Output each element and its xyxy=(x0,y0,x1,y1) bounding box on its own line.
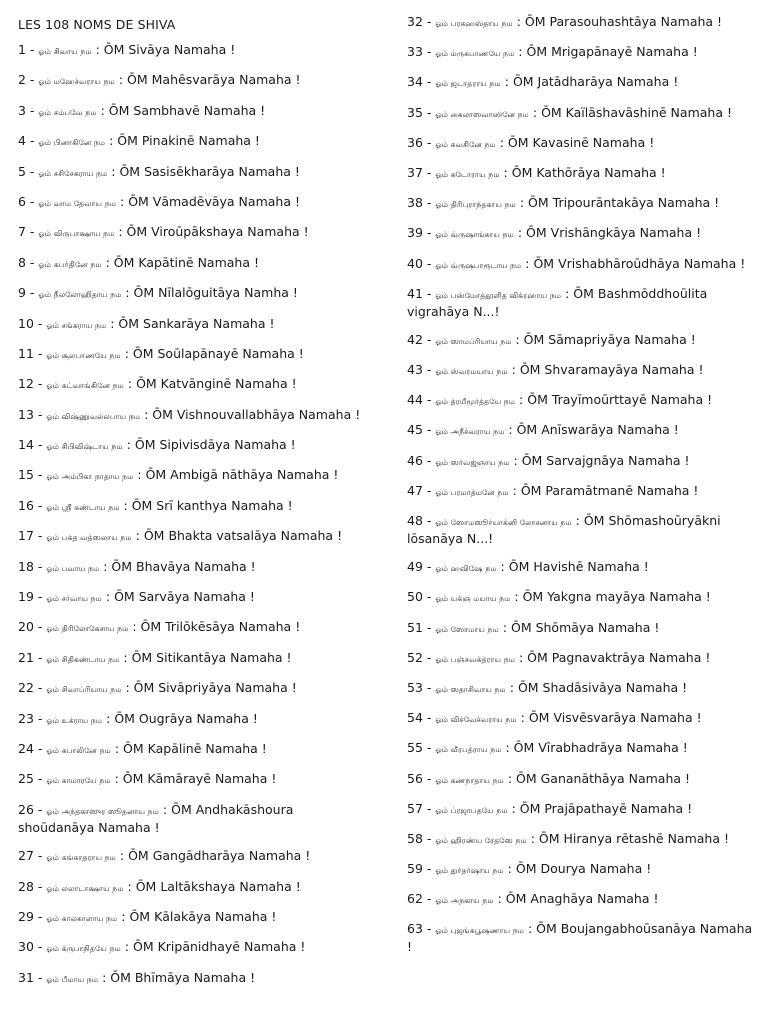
entry-tamil-text: ஓம் சிவாய நம xyxy=(38,47,92,56)
entry-transliteration: : ŌM Sitikantāya Namaha ! xyxy=(123,649,292,665)
name-entry xyxy=(407,891,755,909)
entry-tamil-text: ஓம் ஹவிஷே நம xyxy=(435,564,497,574)
name-entry xyxy=(18,467,370,485)
entry-transliteration: : ŌM Kālakāya Namaha ! xyxy=(121,908,277,924)
entry-transliteration: : ŌM Shōmashoūryākni lōsanāya N...! xyxy=(407,513,721,546)
entry-number: 48 - xyxy=(407,513,436,528)
entry-transliteration: : ŌM Katvānginē Namaha ! xyxy=(127,376,297,392)
entry-number: 9 - xyxy=(18,285,39,301)
entry-transliteration: : ŌM Sāmapriyāya Namaha ! xyxy=(515,331,696,347)
entry-transliteration: : ŌM Sivāya Namaha ! xyxy=(95,42,236,57)
name-entry xyxy=(407,135,755,153)
entry-tamil-text: ஓம் பஞ்சவக்த்ராய நம xyxy=(435,654,515,664)
entry-number: 14 - xyxy=(18,437,47,453)
entry-number: 50 - xyxy=(407,589,436,605)
entry-number: 53 - xyxy=(407,679,436,695)
name-entry xyxy=(407,286,755,320)
entry-tamil-text: ஓம் அநகாய நம xyxy=(435,896,494,906)
name-entry xyxy=(18,771,370,789)
entry-transliteration: : ŌM Gananāthāya Namaha ! xyxy=(507,770,691,786)
entry-transliteration: : ŌM Anīswarāya Namaha ! xyxy=(508,422,679,438)
entry-transliteration: : ŌM Sankarāya Namaha ! xyxy=(110,315,275,331)
name-entry xyxy=(407,740,755,758)
entry-number: 29 - xyxy=(18,908,47,924)
entry-number: 23 - xyxy=(18,710,47,726)
entry-tamil-text: ஓம் ஸ்ரீ கண்டாய நம xyxy=(46,502,120,512)
entry-number: 5 - xyxy=(18,163,39,179)
entry-transliteration: : ŌM Nīlalōguitāya Namha ! xyxy=(125,285,298,301)
entry-transliteration: : ŌM Viroūpākshaya Namaha ! xyxy=(118,224,309,240)
entry-number: 28 - xyxy=(18,878,47,894)
entry-tamil-text: ஓம் வ்ருஷாங்காய நம xyxy=(435,230,514,240)
entry-tamil-text: ஓம் வ்ருஷபாரூடாய நம xyxy=(435,260,522,270)
document-title: LES 108 NOMS DE SHIVA xyxy=(18,17,176,32)
entry-number: 27 - xyxy=(18,848,47,864)
entry-number: 33 - xyxy=(407,44,436,60)
entry-number: 24 - xyxy=(18,740,47,756)
name-entry xyxy=(18,72,370,90)
name-entry xyxy=(407,14,755,32)
entry-transliteration: : ŌM Sasisēkharāya Namaha ! xyxy=(111,163,300,179)
entry-tamil-text: ஓம் சிதிகண்டாய நம xyxy=(46,654,120,664)
entry-tamil-text: ஓம் உக்ராய நம xyxy=(46,715,103,725)
entry-number: 47 - xyxy=(407,482,436,498)
entry-number: 15 - xyxy=(18,467,47,483)
name-entry xyxy=(18,376,370,394)
entry-transliteration: : ŌM Bhavāya Namaha ! xyxy=(103,558,256,574)
entry-number: 11 - xyxy=(18,345,47,361)
entry-number: 6 - xyxy=(18,193,39,209)
entry-number: 38 - xyxy=(407,195,436,211)
entry-number: 45 - xyxy=(407,422,436,438)
entry-number: 3 - xyxy=(18,102,39,118)
entry-number: 57 - xyxy=(407,800,436,816)
entry-transliteration: : ŌM Boujangabhoūsanāya Namaha ! xyxy=(407,921,753,955)
entry-number: 46 - xyxy=(407,452,436,468)
entry-transliteration: : ŌM Parasouhashtāya Namaha ! xyxy=(516,14,723,29)
entry-tamil-text: ஓம் ஸோமாய நம xyxy=(435,624,499,634)
entry-number: 59 - xyxy=(407,861,436,877)
entry-transliteration: : ŌM Kapātinē Namaha ! xyxy=(105,254,259,270)
name-entry xyxy=(407,801,755,819)
name-entry xyxy=(18,164,370,182)
name-entry xyxy=(18,285,370,303)
left-column xyxy=(18,14,370,1000)
entry-transliteration: : ŌM Andhakāshoura shoūdanāya Namaha ! xyxy=(18,801,294,835)
entry-number: 17 - xyxy=(18,528,47,544)
name-entry xyxy=(18,528,370,546)
name-entry xyxy=(18,498,370,516)
name-entry xyxy=(407,74,755,92)
entry-transliteration: : ŌM Kavasinē Namaha ! xyxy=(499,134,655,150)
entry-tamil-text: ஓம் புஜங்கபூஷணாய நம xyxy=(435,926,524,936)
entry-transliteration: : ŌM Sarvajgnāya Namaha ! xyxy=(513,452,690,468)
entry-tamil-text: ஓம் பீமாய நம xyxy=(46,974,99,984)
name-entry xyxy=(18,939,370,957)
entry-number: 10 - xyxy=(18,315,47,331)
entry-transliteration: : ŌM Vrishāngkāya Namaha ! xyxy=(517,225,702,241)
name-entry xyxy=(407,861,755,879)
name-entry xyxy=(407,105,755,123)
entry-transliteration: : ŌM Kāmārayē Namaha ! xyxy=(114,771,277,787)
entry-transliteration: : ŌM Tripourāntakāya Namaha ! xyxy=(519,195,720,211)
name-entry xyxy=(18,711,370,729)
entry-tamil-text: ஓம் கணநாதாய நம xyxy=(435,775,504,785)
entry-tamil-text: ஓம் கபாலினே நம xyxy=(46,745,111,755)
entry-transliteration: : ŌM Gangādharāya Namaha ! xyxy=(119,848,311,864)
entry-number: 44 - xyxy=(407,392,436,408)
entry-number: 31 - xyxy=(18,969,47,985)
entry-number: 8 - xyxy=(18,254,39,270)
name-entry xyxy=(18,970,370,988)
entry-tamil-text: ஓம் கவசினே நம xyxy=(435,139,496,149)
entry-number: 12 - xyxy=(18,376,47,392)
entry-transliteration: : ŌM Bhakta vatsalāya Namaha ! xyxy=(135,528,343,544)
entry-tamil-text: ஓம் த்ரயீமூர்த்தயே நம xyxy=(435,397,516,407)
entry-number: 62 - xyxy=(407,891,436,907)
entry-transliteration: : ŌM Jatādharāya Namaha ! xyxy=(504,74,679,90)
entry-tamil-text: ஓம் ஸர்வஜ்ஞாய நம xyxy=(435,457,510,467)
entry-number: 20 - xyxy=(18,619,47,635)
name-entry xyxy=(18,133,370,151)
name-entry xyxy=(407,483,755,501)
entry-tamil-text: ஓம் அநீச்வராய நம xyxy=(435,427,505,437)
entry-tamil-text: ஓம் மஹேச்வராய நம xyxy=(38,77,115,87)
entry-transliteration: : ŌM Kapālinē Namaha ! xyxy=(114,740,267,756)
name-entry xyxy=(407,559,755,577)
entry-transliteration: : ŌM Mrigapānayē Namaha ! xyxy=(518,44,698,60)
entry-tamil-text: ஓம் காலகாளாய நம xyxy=(46,913,118,923)
name-entry xyxy=(407,362,755,380)
entry-transliteration: : ŌM Shōmāya Namaha ! xyxy=(502,619,660,635)
entry-number: 54 - xyxy=(407,710,436,726)
entry-number: 34 - xyxy=(407,74,436,90)
entry-transliteration: : ŌM Vishnouvallabhāya Namaha ! xyxy=(144,406,361,422)
entry-transliteration: : ŌM Havishē Namaha ! xyxy=(500,559,649,575)
name-entry xyxy=(407,650,755,668)
entry-tamil-text: ஓம் விச்வேச்வராய நம xyxy=(435,715,517,725)
entry-transliteration: : ŌM Pagnavaktrāya Namaha ! xyxy=(518,649,711,665)
entry-number: 51 - xyxy=(407,619,436,635)
entry-tamil-text: ஓம் ஸாமப்ரியாய நம xyxy=(435,336,512,346)
entry-transliteration: : ŌM Ambigā nāthāya Namaha ! xyxy=(137,467,339,483)
entry-tamil-text: ஓம் வாம தேவாய நம xyxy=(38,198,117,208)
entry-transliteration: : ŌM Sipivisdāya Namaha ! xyxy=(126,437,296,453)
entry-transliteration: : ŌM Vrishabhāroūdhāya Namaha ! xyxy=(525,255,746,271)
entry-number: 19 - xyxy=(18,589,47,605)
entry-transliteration: : ŌM Anaghāya Namaha ! xyxy=(497,891,659,907)
name-entry xyxy=(18,650,370,668)
entry-tamil-text: ஓம் கங்காதராய நம xyxy=(46,853,116,863)
entry-tamil-text: ஓம் க்ருபாநிதயே நம xyxy=(46,944,121,954)
name-entry xyxy=(18,879,370,897)
entry-transliteration: : ŌM Hiranya rētashē Namaha ! xyxy=(530,830,729,846)
entry-tamil-text: ஓம் சங்கராய நம xyxy=(46,320,107,330)
entry-number: 1 - xyxy=(18,42,39,57)
entry-number: 22 - xyxy=(18,680,47,696)
entry-transliteration: : ŌM Srī kanthya Namaha ! xyxy=(123,497,293,513)
entry-number: 13 - xyxy=(18,406,47,422)
entry-tamil-text: ஓம் ஜடாதராய நம xyxy=(435,79,501,89)
entry-number: 49 - xyxy=(407,559,436,575)
entry-tamil-text: ஓம் கடோராய நம xyxy=(435,169,500,179)
name-entry xyxy=(18,589,370,607)
entry-transliteration: : ŌM Soūlapānayē Namaha ! xyxy=(124,345,304,361)
entry-transliteration: : ŌM Kaïlāshavāshinē Namaha ! xyxy=(532,104,732,120)
name-entry xyxy=(407,513,755,547)
entry-tamil-text: ஓம் துர்தர்ஷாய நம xyxy=(435,866,504,876)
entry-transliteration: : ŌM Sivāpriyāya Namaha ! xyxy=(125,680,297,696)
entry-transliteration: : ŌM Ougrāya Namaha ! xyxy=(106,710,258,726)
entry-number: 55 - xyxy=(407,740,436,756)
name-entry xyxy=(18,224,370,242)
name-entry xyxy=(18,194,370,212)
name-entry xyxy=(18,680,370,698)
name-entry xyxy=(18,103,370,121)
name-entry xyxy=(18,741,370,759)
entry-tamil-text: ஓம் ப்ரஜாபதயே நம xyxy=(435,805,508,815)
entry-tamil-text: ஓம் திரிபுராந்தகாய நம xyxy=(435,200,516,210)
entry-tamil-text: ஓம் பக்த வத்ஸலாய நம xyxy=(46,533,132,543)
entry-number: 26 - xyxy=(18,801,47,817)
name-entry xyxy=(18,802,370,836)
entry-tamil-text: ஓம் சர்வாய நம xyxy=(46,594,102,604)
name-entry xyxy=(18,255,370,273)
entry-tamil-text: ஓம் சசிசேகராய நம xyxy=(38,168,108,178)
entry-tamil-text: ஓம் சிபிவிஷ்டாய நம xyxy=(46,442,123,452)
name-entry xyxy=(18,42,370,60)
entry-transliteration: : ŌM Kripānidhayē Namaha ! xyxy=(124,939,306,955)
name-entry xyxy=(18,909,370,927)
entry-tamil-text: ஓம் ஸதாசிவாய நம xyxy=(435,684,506,694)
entry-tamil-text: ஓம் கைலாஸவாஸினே நம xyxy=(435,109,529,119)
entry-number: 16 - xyxy=(18,497,47,513)
entry-transliteration: : ŌM Trilōkēsāya Namaha ! xyxy=(132,619,301,635)
entry-number: 18 - xyxy=(18,558,47,574)
entry-number: 39 - xyxy=(407,225,436,241)
name-entry xyxy=(407,771,755,789)
entry-tamil-text: ஓம் சிவாப்ரியாய நம xyxy=(46,685,122,695)
entry-number: 40 - xyxy=(407,255,436,271)
name-entry xyxy=(407,680,755,698)
name-entry xyxy=(18,559,370,577)
name-entry xyxy=(407,422,755,440)
name-entry xyxy=(407,256,755,274)
entry-number: 56 - xyxy=(407,770,436,786)
entry-tamil-text: ஓம் கபர்தினே நம xyxy=(38,259,102,269)
entry-tamil-text: ஓம் லலாடாக்ஷாய நம xyxy=(46,883,124,893)
entry-number: 7 - xyxy=(18,224,39,240)
entry-tamil-text: ஓம் காமாரயே நம xyxy=(46,776,111,786)
name-entry xyxy=(407,392,755,410)
entry-tamil-text: ஓம் ம்ருகபாணயே நம xyxy=(435,49,515,59)
entry-tamil-text: ஓம் விருபாக்ஷாய நம xyxy=(38,229,115,239)
entry-tamil-text: ஓம் பரசுஹஸ்தாய நம xyxy=(435,19,513,28)
name-entry xyxy=(407,332,755,350)
entry-transliteration: : ŌM Visvēsvarāya Namaha ! xyxy=(520,710,702,726)
name-entry xyxy=(407,589,755,607)
entry-number: 36 - xyxy=(407,134,436,150)
entry-transliteration: : ŌM Yakgna mayāya Namaha ! xyxy=(514,589,711,605)
entry-transliteration: : ŌM Shvaramayāya Namaha ! xyxy=(511,362,704,378)
entry-transliteration: : ŌM Prajāpathayē Namaha ! xyxy=(511,800,693,816)
entry-transliteration: : ŌM Pinakinē Namaha ! xyxy=(109,133,260,149)
name-entry xyxy=(18,619,370,637)
name-entry xyxy=(407,710,755,728)
entry-transliteration: : ŌM Vāmadēvāya Namaha ! xyxy=(120,193,300,209)
entry-number: 32 - xyxy=(407,14,436,29)
entry-number: 58 - xyxy=(407,830,436,846)
entry-transliteration: : ŌM Kathōrāya Namaha ! xyxy=(503,164,666,180)
entry-tamil-text: ஓம் பரமாத்மனே நம xyxy=(435,487,509,497)
entry-transliteration: : ŌM Bashmōddhoūlita vigrahāya N...! xyxy=(407,285,708,319)
entry-transliteration: : ŌM Trayīmoūrttayē Namaha ! xyxy=(519,392,713,408)
name-entry xyxy=(407,831,755,849)
entry-transliteration: : ŌM Sambhavē Namaha ! xyxy=(100,102,266,118)
name-entry xyxy=(18,346,370,364)
entry-tamil-text: ஓம் பினாகினே நம xyxy=(38,138,106,148)
entry-transliteration: : ŌM Bhīmāya Namaha ! xyxy=(102,969,256,985)
entry-number: 30 - xyxy=(18,939,47,955)
entry-number: 41 - xyxy=(407,285,436,301)
entry-transliteration: : ŌM Paramātmanē Namaha ! xyxy=(512,482,699,498)
entry-tamil-text: ஓம் ஸ்வரமயாய நம xyxy=(435,367,508,377)
entry-tamil-text: ஓம் அம்பிகா நாதாய நம xyxy=(46,472,134,482)
name-entry xyxy=(407,921,755,955)
entry-tamil-text: ஓம் ஸோமஸூர்யாக்னி லோசனாய நம xyxy=(435,518,572,527)
name-entry xyxy=(407,225,755,243)
name-entry xyxy=(18,407,370,425)
entry-number: 2 - xyxy=(18,72,39,88)
entry-number: 25 - xyxy=(18,771,47,787)
entry-number: 4 - xyxy=(18,133,39,149)
entry-tamil-text: ஓம் யக்ஞ மயாய நம xyxy=(435,594,511,604)
entry-transliteration: : ŌM Dourya Namaha ! xyxy=(507,861,652,877)
name-entry xyxy=(407,165,755,183)
entry-tamil-text: ஓம் அந்தகாஸுர ஸூதனாய நம xyxy=(46,806,159,816)
entry-tamil-text: ஓம் சம்பவே நம xyxy=(38,107,97,117)
name-entry xyxy=(407,620,755,638)
entry-tamil-text: ஓம் கட்வாங்கினே நம xyxy=(46,381,124,391)
entry-transliteration: : ŌM Mahēsvarāya Namaha ! xyxy=(118,72,301,88)
right-column xyxy=(407,14,755,968)
entry-tamil-text: ஓம் ஹிரண்ய ரேதஸே நம xyxy=(435,835,527,845)
name-entry xyxy=(407,44,755,62)
name-entry xyxy=(18,437,370,455)
entry-number: 42 - xyxy=(407,331,436,347)
entry-number: 35 - xyxy=(407,104,436,120)
entry-transliteration: : ŌM Laltākshaya Namaha ! xyxy=(127,878,301,894)
entry-tamil-text: ஓம் சூலபாணயே நம xyxy=(46,350,121,360)
entry-transliteration: : ŌM Shadāsivāya Namaha ! xyxy=(509,679,688,695)
entry-tamil-text: ஓம் நீலலோஹிதாய நம xyxy=(38,290,122,300)
entry-transliteration: : ŌM Vīrabhadrāya Namaha ! xyxy=(505,740,688,756)
name-entry xyxy=(18,316,370,334)
entry-number: 43 - xyxy=(407,362,436,378)
entry-tamil-text: ஓம் பவாய நம xyxy=(46,563,100,573)
entry-tamil-text: ஓம் வீரபத்ராய நம xyxy=(435,745,502,755)
entry-tamil-text: ஓம் விஷ்ணுவல்லபாய நம xyxy=(46,411,141,421)
name-entry xyxy=(407,453,755,471)
entry-number: 63 - xyxy=(407,921,436,937)
name-entry xyxy=(407,195,755,213)
entry-number: 52 - xyxy=(407,649,436,665)
entry-transliteration: : ŌM Sarvāya Namaha ! xyxy=(105,589,255,605)
entry-number: 21 - xyxy=(18,649,47,665)
name-entry xyxy=(18,848,370,866)
entry-number: 37 - xyxy=(407,164,436,180)
entry-tamil-text: ஓம் திரிலோகேசாய நம xyxy=(46,624,129,634)
entry-tamil-text: ஓம் பஸ்மோத்தூளித விக்ரஹாய நம xyxy=(435,290,562,300)
